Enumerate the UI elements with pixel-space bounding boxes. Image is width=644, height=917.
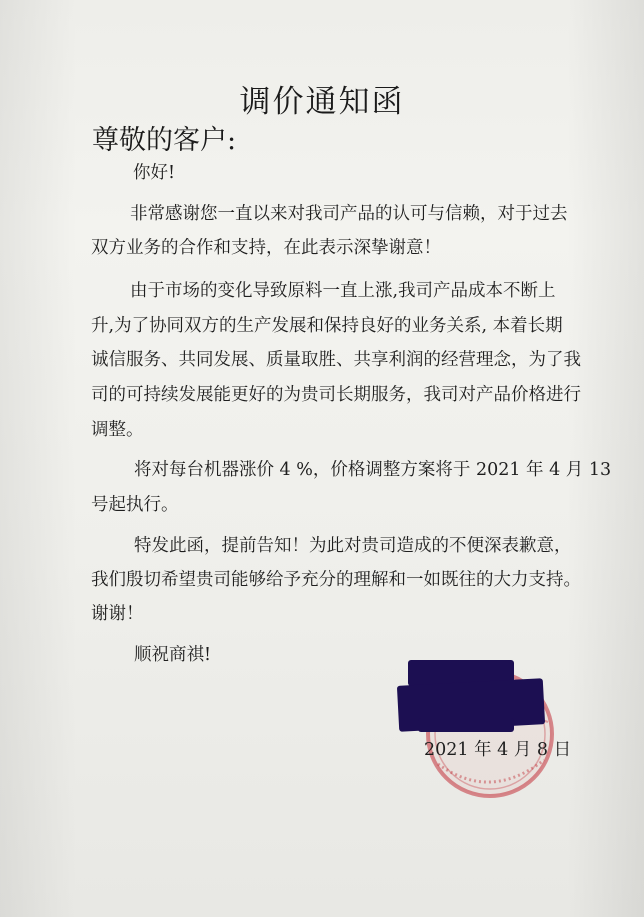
paragraph-3-line-1: 将对每台机器涨价 4 %，价格调整方案将于 2021 年 4 月 13: [134, 460, 612, 480]
paragraph-1-line-2: 双方业务的合作和支持，在此表示深挚谢意！: [91, 238, 441, 258]
paragraph-3-line-2: 号起执行。: [91, 495, 179, 515]
paragraph-2-line-1: 由于市场的变化导致原料一直上涨,我司产品成本不断上: [130, 281, 556, 301]
paragraph-2-line-5: 调整。: [91, 420, 144, 440]
salutation: 尊敬的客户:: [92, 125, 237, 156]
paragraph-2-line-2: 升,为了协同双方的生产发展和保持良好的业务关系, 本着长期: [91, 316, 563, 336]
paragraph-4-line-1: 特发此函，提前告知！为此对贵司造成的不便深表歉意，: [134, 536, 572, 556]
letter-date: 2021 年 4 月 8 日: [424, 740, 572, 760]
paragraph-4-line-3: 谢谢！: [91, 604, 144, 624]
paragraph-2-line-3: 诚信服务、共同发展、质量取胜、共享利润的经营理念，为了我: [91, 350, 581, 370]
paragraph-4-line-2: 我们殷切希望贵司能够给予充分的理解和一如既往的大力支持。: [91, 570, 581, 590]
greeting: 你好!: [133, 163, 176, 183]
paragraph-2-line-4: 司的可持续发展能更好的为贵司长期服务，我司对产品价格进行: [91, 385, 581, 405]
closing-phrase: 顺祝商祺!: [134, 645, 212, 665]
document-title: 调价通知函: [239, 84, 405, 120]
paragraph-1-line-1: 非常感谢您一直以来对我司产品的认可与信赖，对于过去: [130, 204, 568, 224]
company-seal: [398, 652, 568, 802]
redaction-block-bottom: [418, 718, 514, 732]
